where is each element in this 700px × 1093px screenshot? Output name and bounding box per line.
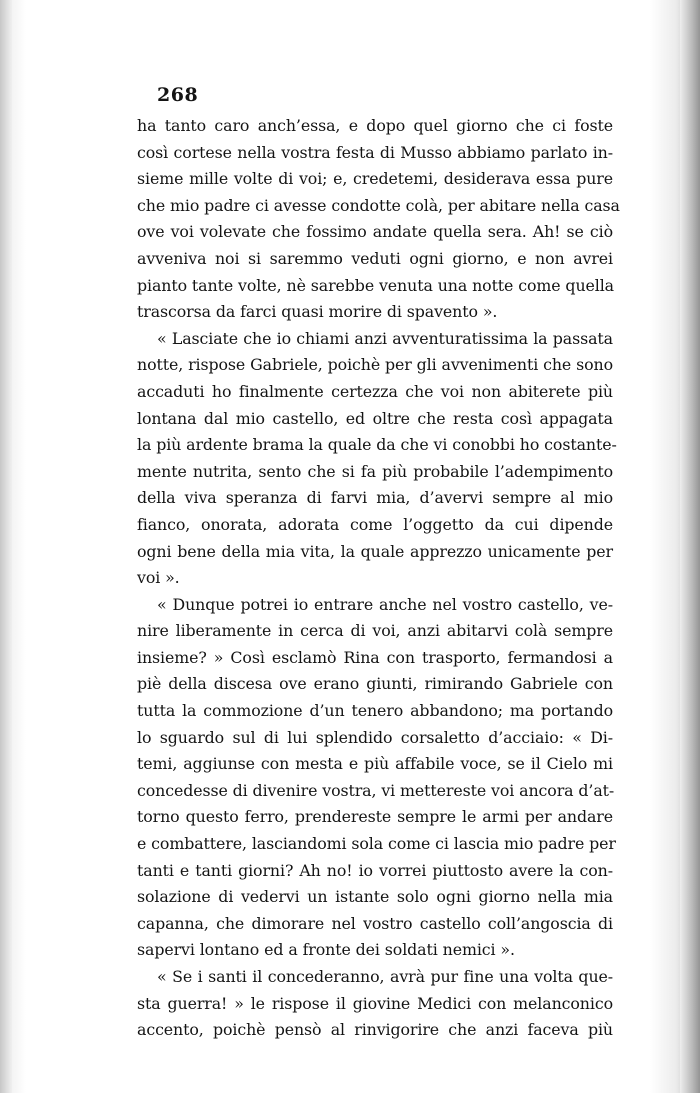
text-line: torno questo ferro, prendereste sempre le armi per andare [137, 807, 613, 827]
text-line: la più ardente brama la quale da che vi conobbi ho costante- [137, 435, 617, 455]
text-line: ove voi volevate che fossimo andate quella sera. Ah! se ciò [137, 222, 613, 242]
text-line: e combattere, lasciandomi sola come ci lascia mio padre per [137, 834, 616, 854]
text-line: mente nutrita, sento che si fa più probabile l’adempimento [137, 461, 613, 481]
text-line: voi ». [137, 568, 180, 588]
text-line: ogni bene della mia vita, la quale apprezzo unicamente per [137, 541, 613, 561]
text-line: lo sguardo sul di lui splendido corsaletto d’acciaio: « Di- [137, 727, 613, 747]
text-line: ha tanto caro anch’essa, e dopo quel giorno che ci foste [137, 116, 613, 135]
text-line: tanti e tanti giorni? Ah no! io vorrei piuttosto avere la con- [137, 860, 613, 880]
text-line: sta guerra! » le rispose il giovine Medici con melanconico [137, 993, 613, 1013]
text-line: della viva speranza di farvi mia, d’avervi sempre al mio [137, 488, 613, 508]
text-line: pianto tante volte, nè sarebbe venuta una notte come quella [137, 275, 614, 295]
text-line: nire liberamente in cerca di voi, anzi abitarvi colà sempre [137, 621, 613, 641]
text-line: capanna, che dimorare nel vostro castello coll’angoscia di [137, 913, 613, 933]
text-line: « Dunque potrei io entrare anche nel vostro castello, ve- [157, 594, 613, 614]
text-line: « Se i santi il concederanno, avrà pur fine una volta que- [157, 967, 613, 986]
text-line: trascorsa da farci quasi morire di spavento ». [137, 302, 498, 322]
text-line: che mio padre ci avesse condotte colà, per abitare nella casa [137, 195, 620, 215]
text-line: accento, poichè pensò al rinvigorire che anzi faceva più [137, 1020, 613, 1040]
text-line: solazione di vedervi un istante solo ogni giorno nella mia [137, 887, 613, 907]
text-line: insieme? » Così esclamò Rina con trasporto, fermandosi a [137, 647, 613, 667]
text-line: concedesse di divenire vostra, vi mettereste voi ancora d’at- [137, 780, 615, 800]
text-line: temi, aggiunse con mesta e più affabile voce, se il Cielo mi [137, 754, 613, 774]
text-line: piè della discesa ove erano giunti, rimirando Gabriele con [137, 674, 613, 694]
text-line: « Lasciate che io chiami anzi avventuratissima la passata [157, 328, 613, 348]
text-line: notte, rispose Gabriele, poichè per gli avvenimenti che sono [137, 355, 613, 375]
text-line: avveniva noi si saremmo veduti ogni giorno, e non avrei [137, 248, 613, 268]
text-line: lontana dal mio castello, ed oltre che resta così appagata [137, 408, 613, 428]
body-text [137, 113, 620, 1044]
text-line: tutta la commozione d’un tenero abbandono; ma portando [137, 701, 613, 721]
text-line: sieme mille volte di voi; e, credetemi, desiderava essa pure [137, 169, 613, 189]
page-binding-shadow [0, 0, 12, 1093]
text-line: fianco, onorata, adorata come l’oggetto da cui dipende [137, 514, 613, 534]
text-line: sapervi lontano ed a fronte dei soldati nemici ». [137, 940, 515, 960]
page-edge-shadow [680, 0, 700, 1093]
page-number: 268 [157, 84, 199, 106]
text-line: accaduti ho finalmente certezza che voi non abiterete più [137, 381, 613, 401]
text-line: così cortese nella vostra festa di Musso abbiamo parlato in- [137, 142, 613, 162]
